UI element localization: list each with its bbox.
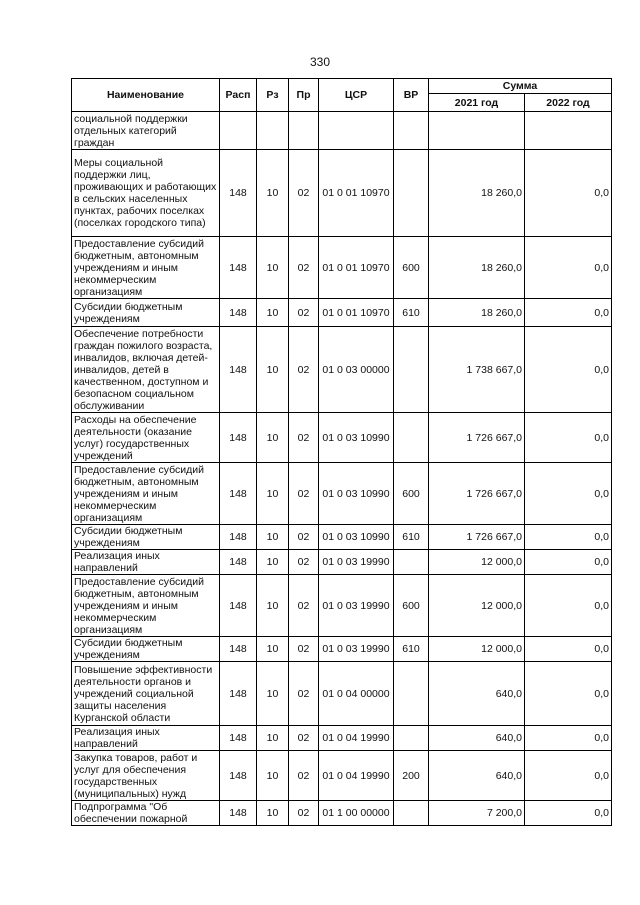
row-name: Субсидии бюджетным учреждениям (72, 637, 220, 662)
row-rasp: 148 (220, 726, 257, 751)
header-2021: 2021 год (429, 94, 525, 112)
row-rasp (220, 112, 257, 150)
header-sum: Сумма (429, 79, 612, 94)
table-row (72, 525, 612, 550)
row-rz: 10 (257, 299, 289, 327)
row-sum-2021: 640,0 (429, 751, 525, 801)
row-pr: 02 (289, 237, 319, 299)
table-row (72, 413, 612, 463)
row-name: Реализация иных направлений (72, 550, 220, 575)
row-sum-2021: 1 726 667,0 (429, 463, 525, 525)
row-pr: 02 (289, 637, 319, 662)
row-rz: 10 (257, 237, 289, 299)
row-name: Субсидии бюджетным учреждениям (72, 299, 220, 327)
row-vr (394, 550, 429, 575)
row-pr: 02 (289, 550, 319, 575)
row-csr: 01 0 01 10970 (319, 150, 394, 237)
row-rasp: 148 (220, 801, 257, 826)
row-sum-2021: 640,0 (429, 726, 525, 751)
table-row (72, 550, 612, 575)
header-rasp: Расп (220, 79, 257, 112)
table-row (72, 801, 612, 826)
row-rz: 10 (257, 662, 289, 726)
header-pr: Пр (289, 79, 319, 112)
table-row (72, 726, 612, 751)
header-vr: ВР (394, 79, 429, 112)
row-sum-2022: 0,0 (525, 150, 612, 237)
row-pr: 02 (289, 801, 319, 826)
row-vr: 200 (394, 751, 429, 801)
row-rz: 10 (257, 726, 289, 751)
row-rz: 10 (257, 327, 289, 413)
table-header (72, 79, 612, 112)
table-body (72, 112, 612, 826)
table-row (72, 751, 612, 801)
table-row (72, 637, 612, 662)
row-sum-2021: 12 000,0 (429, 550, 525, 575)
row-name: Повышение эффективности деятельности органов и учреждений социальной защиты населения Курганской области (72, 662, 220, 726)
row-sum-2022: 0,0 (525, 751, 612, 801)
row-vr (394, 662, 429, 726)
row-vr (394, 112, 429, 150)
header-2022: 2022 год (525, 94, 612, 112)
row-pr: 02 (289, 299, 319, 327)
table-row (72, 662, 612, 726)
row-sum-2021: 18 260,0 (429, 150, 525, 237)
row-rasp: 148 (220, 327, 257, 413)
row-csr: 01 0 01 10970 (319, 237, 394, 299)
row-pr: 02 (289, 575, 319, 637)
row-sum-2021: 18 260,0 (429, 237, 525, 299)
header-name: Наименование (72, 79, 220, 112)
row-pr: 02 (289, 150, 319, 237)
row-pr: 02 (289, 726, 319, 751)
row-name: социальной поддержки отдельных категорий граждан (72, 112, 220, 150)
row-vr: 610 (394, 525, 429, 550)
row-sum-2022: 0,0 (525, 327, 612, 413)
row-pr: 02 (289, 662, 319, 726)
row-csr: 01 0 03 10990 (319, 413, 394, 463)
row-vr: 600 (394, 575, 429, 637)
row-rz (257, 112, 289, 150)
row-sum-2021: 12 000,0 (429, 637, 525, 662)
row-sum-2022: 0,0 (525, 637, 612, 662)
header-csr: ЦСР (319, 79, 394, 112)
row-rasp: 148 (220, 550, 257, 575)
row-name: Подпрограмма "Об обеспечении пожарной (72, 801, 220, 826)
row-rz: 10 (257, 637, 289, 662)
row-name: Закупка товаров, работ и услуг для обеспечения государственных (муниципальных) нужд (72, 751, 220, 801)
table-row (72, 299, 612, 327)
row-csr: 01 0 03 10990 (319, 525, 394, 550)
row-sum-2021: 7 200,0 (429, 801, 525, 826)
row-csr (319, 112, 394, 150)
row-vr (394, 150, 429, 237)
row-vr: 610 (394, 637, 429, 662)
table-row (72, 112, 612, 150)
row-csr: 01 0 04 00000 (319, 662, 394, 726)
row-sum-2022: 0,0 (525, 413, 612, 463)
row-rz: 10 (257, 525, 289, 550)
row-sum-2022: 0,0 (525, 525, 612, 550)
table-row (72, 575, 612, 637)
table-row (72, 150, 612, 237)
row-sum-2021: 12 000,0 (429, 575, 525, 637)
row-vr: 600 (394, 463, 429, 525)
row-rasp: 148 (220, 575, 257, 637)
row-name: Расходы на обеспечение деятельности (оказание услуг) государственных учреждений (72, 413, 220, 463)
row-sum-2022: 0,0 (525, 575, 612, 637)
row-vr: 600 (394, 237, 429, 299)
row-vr (394, 801, 429, 826)
row-rz: 10 (257, 463, 289, 525)
row-name: Обеспечение потребности граждан пожилого возраста, инвалидов, включая детей-инвалидов, детей в качественном, доступном и безопасном социальном обслуживании (72, 327, 220, 413)
row-csr: 01 1 00 00000 (319, 801, 394, 826)
row-rasp: 148 (220, 150, 257, 237)
row-sum-2021 (429, 112, 525, 150)
table-row (72, 237, 612, 299)
row-sum-2021: 1 726 667,0 (429, 413, 525, 463)
row-rz: 10 (257, 550, 289, 575)
row-rz: 10 (257, 751, 289, 801)
row-name: Меры социальной поддержки лиц, проживающих и работающих в сельских населенных пунктах, рабочих поселках (поселках городского типа) (72, 150, 220, 237)
row-name: Предоставление субсидий бюджетным, автономным учреждениям и иным некоммерческим организациям (72, 463, 220, 525)
row-pr: 02 (289, 751, 319, 801)
row-csr: 01 0 03 00000 (319, 327, 394, 413)
row-rasp: 148 (220, 525, 257, 550)
row-sum-2022: 0,0 (525, 662, 612, 726)
header-rz: Рз (257, 79, 289, 112)
row-vr: 610 (394, 299, 429, 327)
row-csr: 01 0 04 19990 (319, 751, 394, 801)
row-sum-2022: 0,0 (525, 726, 612, 751)
row-csr: 01 0 01 10970 (319, 299, 394, 327)
row-sum-2022: 0,0 (525, 550, 612, 575)
row-name: Предоставление субсидий бюджетным, автономным учреждениям и иным некоммерческим организациям (72, 575, 220, 637)
row-csr: 01 0 04 19990 (319, 726, 394, 751)
row-csr: 01 0 03 19990 (319, 550, 394, 575)
row-rz: 10 (257, 801, 289, 826)
row-csr: 01 0 03 19990 (319, 637, 394, 662)
row-vr (394, 413, 429, 463)
row-sum-2022: 0,0 (525, 463, 612, 525)
row-sum-2022 (525, 112, 612, 150)
table-row (72, 327, 612, 413)
row-pr: 02 (289, 327, 319, 413)
row-rz: 10 (257, 575, 289, 637)
row-name: Субсидии бюджетным учреждениям (72, 525, 220, 550)
row-vr (394, 327, 429, 413)
row-name: Предоставление субсидий бюджетным, автономным учреждениям и иным некоммерческим организациям (72, 237, 220, 299)
budget-table (71, 78, 612, 826)
row-pr: 02 (289, 525, 319, 550)
row-rasp: 148 (220, 237, 257, 299)
row-sum-2022: 0,0 (525, 299, 612, 327)
row-pr: 02 (289, 463, 319, 525)
row-sum-2022: 0,0 (525, 801, 612, 826)
row-sum-2021: 1 738 667,0 (429, 327, 525, 413)
row-rasp: 148 (220, 751, 257, 801)
row-rasp: 148 (220, 413, 257, 463)
row-vr (394, 726, 429, 751)
row-rasp: 148 (220, 463, 257, 525)
row-csr: 01 0 03 19990 (319, 575, 394, 637)
row-sum-2022: 0,0 (525, 237, 612, 299)
row-rasp: 148 (220, 637, 257, 662)
row-rz: 10 (257, 413, 289, 463)
table-row (72, 463, 612, 525)
row-name: Реализация иных направлений (72, 726, 220, 751)
page-number: 330 (309, 55, 331, 69)
row-csr: 01 0 03 10990 (319, 463, 394, 525)
row-rasp: 148 (220, 299, 257, 327)
row-sum-2021: 1 726 667,0 (429, 525, 525, 550)
row-pr (289, 112, 319, 150)
row-rasp: 148 (220, 662, 257, 726)
row-sum-2021: 18 260,0 (429, 299, 525, 327)
row-rz: 10 (257, 150, 289, 237)
row-sum-2021: 640,0 (429, 662, 525, 726)
row-pr: 02 (289, 413, 319, 463)
